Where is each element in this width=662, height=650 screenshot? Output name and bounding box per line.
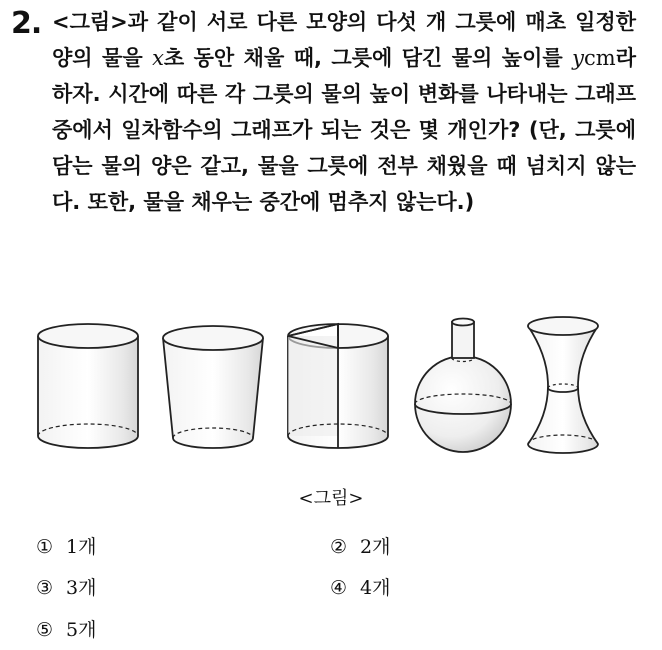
choice-1[interactable] — [36, 532, 96, 559]
variable-y: y — [572, 46, 584, 70]
figure-caption: <그림> — [298, 488, 364, 509]
choice-1-label: 1개 — [66, 536, 97, 558]
choice-5-mark: ⑤ — [36, 619, 54, 641]
vessel-tapered-cup — [163, 326, 263, 448]
choice-5[interactable] — [36, 615, 96, 642]
question-text-part-2: 초 동안 채울 때, 그릇에 담긴 물의 높이를 — [163, 46, 573, 70]
choice-2-label: 2개 — [360, 536, 391, 558]
vessels-figure — [28, 316, 628, 456]
vessel-round-flask — [415, 319, 511, 453]
choice-5-label: 5개 — [66, 619, 97, 641]
choice-2[interactable] — [330, 532, 390, 559]
choice-4[interactable] — [330, 573, 390, 600]
choice-2-mark: ② — [330, 536, 348, 558]
choice-4-mark: ④ — [330, 577, 348, 599]
vessel-notched-cylinder — [288, 324, 388, 448]
question-number: 2. — [11, 6, 42, 41]
choice-4-label: 4개 — [360, 577, 391, 599]
vessel-cylinder — [38, 324, 138, 448]
choice-3[interactable] — [36, 573, 96, 600]
question-text — [52, 4, 636, 220]
vessel-hourglass-vase — [528, 317, 598, 453]
unit-cm: cm — [584, 46, 616, 70]
question-text-part-1: <그림>과 같이 서로 다른 모양의 다섯 개 그릇에 매초 일정한 양의 물을 — [52, 10, 636, 70]
choice-3-mark: ③ — [36, 577, 54, 599]
variable-x: x — [152, 46, 164, 70]
question-text-part-3: 라 하자. 시간에 따른 각 그릇의 물의 높이 변화를 나타내는 그래프 중에서 일차함수의 그래프가 되는 것은 몇 개인가? (단, 그릇에 담는 물의 양은 같고, 물을 그릇에 전부 채웠을 때 넘치지 않는다. 또한, 물을 채우는 중간에 멈추지 않는다.) — [52, 46, 636, 214]
choice-1-mark: ① — [36, 536, 54, 558]
choice-3-label: 3개 — [66, 577, 97, 599]
